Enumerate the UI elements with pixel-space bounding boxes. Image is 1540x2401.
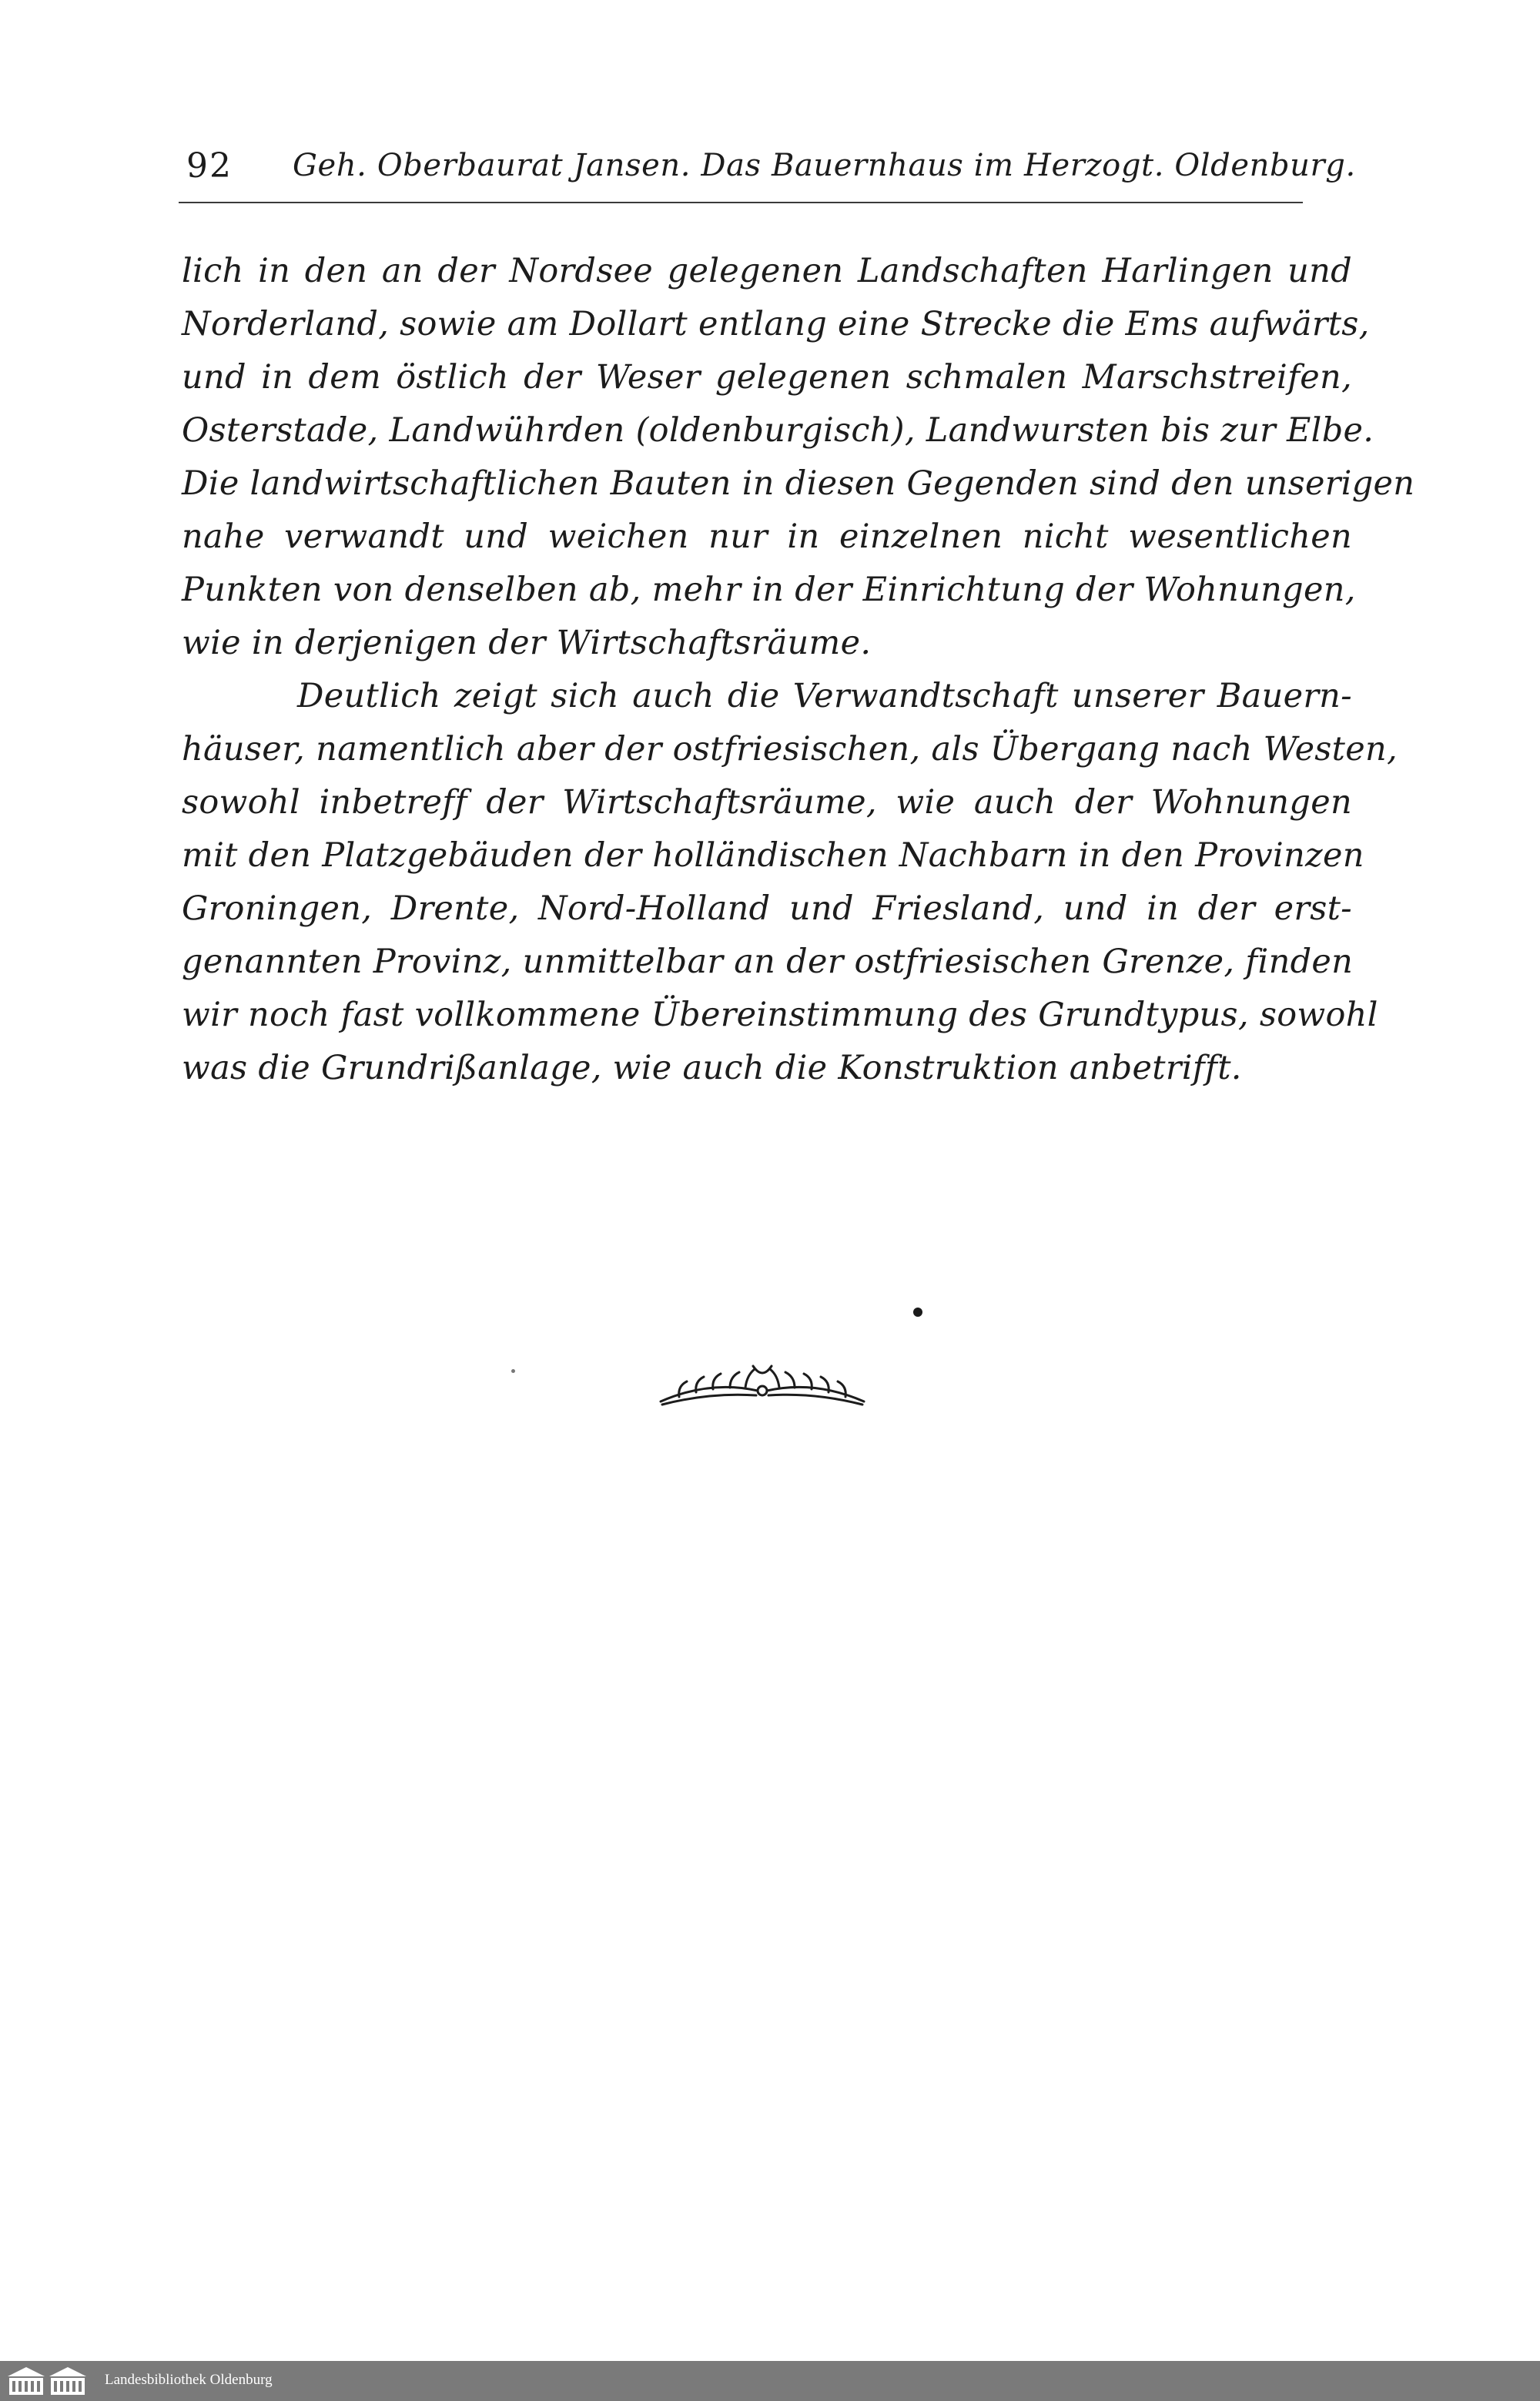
text-line: Groningen, Drente, Nord-Holland und Friesland, und in der erst- — [182, 889, 1352, 928]
text-line: Punkten von denselben ab, mehr in der Einrichtung der Wohnungen, — [182, 571, 1356, 609]
library-label: Landesbibliothek Oldenburg — [105, 2372, 273, 2388]
header-rule — [179, 202, 1303, 203]
text-line: Deutlich zeigt sich auch die Verwandtschaft unserer Bauern- — [297, 677, 1352, 715]
text-line: wie in derjenigen der Wirtschaftsräume. — [182, 624, 872, 662]
text-line: mit den Platzgebäuden der holländischen Nachbarn in den Provinzen — [182, 836, 1364, 875]
text-line: Die landwirtschaftlichen Bauten in diesen Gegenden sind den unserigen — [182, 464, 1415, 503]
text-line: sowohl inbetreff der Wirtschaftsräume, wie auch der Wohnungen — [182, 783, 1352, 822]
footer-bar — [0, 2361, 1540, 2401]
text-line: was die Grundrißanlage, wie auch die Konstruktion anbetrifft. — [182, 1049, 1242, 1087]
ink-dot — [913, 1308, 922, 1317]
text-line: wir noch fast vollkommene Übereinstimmung des Grundtypus, sowohl — [182, 996, 1378, 1034]
laurel-ornament-icon — [656, 1357, 869, 1408]
text-line: Osterstade, Landwührden (oldenburgisch), Landwursten bis zur Elbe. — [182, 411, 1374, 450]
text-line: lich in den an der Nordsee gelegenen Landschaften Harlingen und — [182, 252, 1352, 290]
text-line: häuser, namentlich aber der ostfriesischen, als Übergang nach Westen, — [182, 730, 1398, 769]
body-text — [182, 245, 1415, 1095]
running-head-title: Geh. Oberbaurat Jansen. Das Bauernhaus im Herzogt. Oldenburg. — [293, 148, 1356, 183]
paragraph-2 — [182, 670, 1398, 1095]
text-line: nahe verwandt und weichen nur in einzelnen nicht wesentlichen — [182, 517, 1352, 556]
running-head — [179, 146, 1356, 200]
text-line: genannten Provinz, unmittelbar an der ostfriesischen Grenze, finden — [182, 943, 1354, 981]
text-line: Norderland, sowie am Dollart entlang eine Strecke die Ems aufwärts, — [182, 305, 1370, 343]
library-building-icon — [5, 2364, 91, 2398]
page-number: 92 — [186, 146, 233, 186]
text-line: und in dem östlich der Weser gelegenen schmalen Marschstreifen, — [182, 358, 1352, 397]
ink-speck — [511, 1369, 515, 1373]
paragraph-1 — [182, 245, 1415, 670]
